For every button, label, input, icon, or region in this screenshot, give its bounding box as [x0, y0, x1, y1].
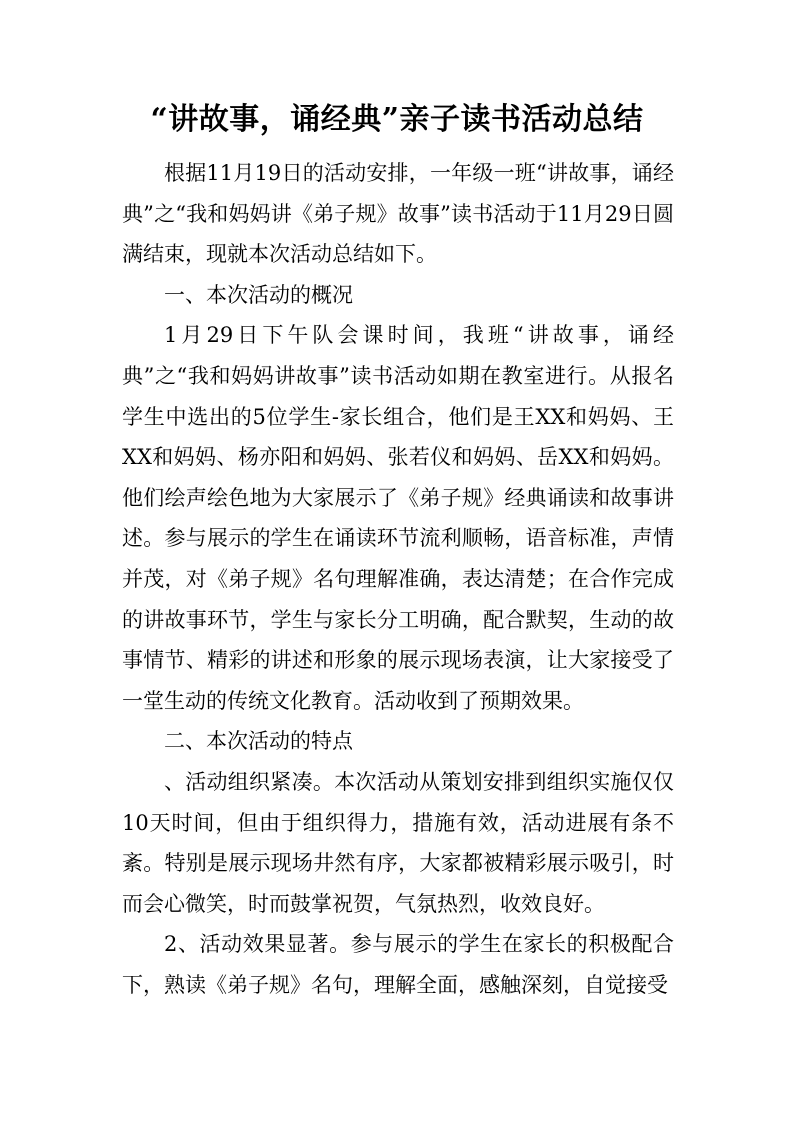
paragraph-intro: 根据11月19日的活动安排，一年级一班“讲故事，诵经典”之“我和妈妈讲《弟子规》故事”读书活动于11月29日圆满结束，现就本次活动总结如下。	[122, 161, 674, 267]
document-body	[122, 153, 674, 1005]
paragraph-feature-2: 2、活动效果显著。参与展示的学生在家长的积极配合下，熟读《弟子规》名句，理解全面，感触深刻，自觉接受	[122, 932, 674, 997]
document-title: “讲故事，诵经典”亲子读书活动总结	[150, 102, 644, 137]
paragraph-feature-1: 、活动组织紧凑。本次活动从策划安排到组织实施仅仅10天时间，但由于组织得力，措施有效，活动进展有条不紊。特别是展示现场井然有序，大家都被精彩展示吸引，时而会心微笑，时而鼓掌祝贺，气氛热烈，收效良好。	[122, 769, 674, 916]
paragraph-overview: 1月29日下午队会课时间，我班“讲故事，诵经典”之“我和妈妈讲故事”读书活动如期在教室进行。从报名学生中选出的5位学生-家长组合，他们是王XX和妈妈、王XX和妈妈、杨亦阳和妈妈、张若仪和妈妈、岳XX和妈妈。他们绘声绘色地为大家展示了《弟子规》经典诵读和故事讲述。参与展示的学生在诵读环节流利顺畅，语音标准，声情并茂，对《弟子规》名句理解准确，表达清楚；在合作完成的讲故事环节，学生与家长分工明确，配合默契，生动的故事情节、精彩的讲述和形象的展示现场表演，让大家接受了一堂生动的传统文化教育。活动收到了预期效果。	[122, 323, 674, 713]
section-heading-features: 二、本次活动的特点	[164, 729, 353, 754]
section-heading-overview: 一、本次活动的概况	[164, 282, 353, 307]
